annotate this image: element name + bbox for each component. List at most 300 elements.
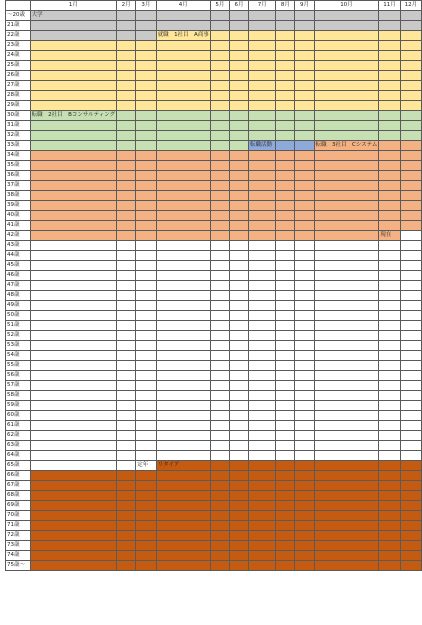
month-cell[interactable]	[210, 21, 229, 31]
month-cell[interactable]	[276, 321, 295, 331]
month-cell[interactable]	[249, 171, 276, 181]
month-cell[interactable]	[249, 431, 276, 441]
month-cell[interactable]	[30, 71, 116, 81]
month-cell[interactable]	[314, 131, 379, 141]
month-cell[interactable]	[295, 61, 314, 71]
month-cell[interactable]	[276, 401, 295, 411]
month-cell[interactable]	[30, 101, 116, 111]
month-cell[interactable]	[276, 561, 295, 571]
age-label[interactable]: 21歳	[6, 21, 31, 31]
month-cell[interactable]	[117, 151, 136, 161]
month-cell[interactable]	[156, 511, 210, 521]
month-cell[interactable]	[136, 381, 156, 391]
month-cell[interactable]	[136, 271, 156, 281]
month-cell[interactable]	[314, 381, 379, 391]
month-cell[interactable]	[210, 51, 229, 61]
month-cell[interactable]	[156, 441, 210, 451]
month-cell[interactable]	[229, 191, 248, 201]
month-header-6[interactable]: 6月	[229, 1, 248, 11]
month-cell[interactable]	[400, 171, 421, 181]
month-cell[interactable]	[136, 191, 156, 201]
month-cell[interactable]	[249, 141, 276, 151]
month-header-7[interactable]: 7月	[249, 1, 276, 11]
month-cell[interactable]	[400, 561, 421, 571]
month-cell[interactable]	[156, 181, 210, 191]
month-cell[interactable]	[249, 451, 276, 461]
month-cell[interactable]	[210, 451, 229, 461]
month-cell[interactable]	[400, 461, 421, 471]
month-cell[interactable]	[30, 511, 116, 521]
month-cell[interactable]	[295, 351, 314, 361]
month-cell[interactable]	[379, 21, 400, 31]
month-cell[interactable]	[117, 491, 136, 501]
month-cell[interactable]	[117, 271, 136, 281]
month-cell[interactable]	[117, 71, 136, 81]
month-cell[interactable]	[229, 71, 248, 81]
month-cell[interactable]	[136, 541, 156, 551]
month-cell[interactable]	[156, 261, 210, 271]
month-cell[interactable]	[156, 461, 210, 471]
month-cell[interactable]	[249, 491, 276, 501]
month-cell[interactable]	[30, 11, 116, 21]
month-cell[interactable]	[249, 71, 276, 81]
month-cell[interactable]	[314, 421, 379, 431]
month-cell[interactable]	[136, 11, 156, 21]
month-cell[interactable]	[136, 431, 156, 441]
month-cell[interactable]	[117, 421, 136, 431]
month-cell[interactable]	[295, 461, 314, 471]
month-cell[interactable]	[276, 31, 295, 41]
month-cell[interactable]	[400, 91, 421, 101]
month-cell[interactable]	[400, 131, 421, 141]
month-cell[interactable]	[314, 331, 379, 341]
month-cell[interactable]	[400, 501, 421, 511]
month-cell[interactable]	[229, 61, 248, 71]
month-cell[interactable]	[156, 471, 210, 481]
month-cell[interactable]	[30, 301, 116, 311]
month-cell[interactable]	[276, 311, 295, 321]
month-cell[interactable]	[156, 271, 210, 281]
month-cell[interactable]	[229, 381, 248, 391]
month-cell[interactable]	[229, 331, 248, 341]
month-cell[interactable]	[379, 371, 400, 381]
month-cell[interactable]	[314, 451, 379, 461]
month-cell[interactable]	[30, 321, 116, 331]
month-cell[interactable]	[276, 61, 295, 71]
age-label[interactable]: 39歳	[6, 201, 31, 211]
month-cell[interactable]	[117, 161, 136, 171]
month-cell[interactable]	[249, 21, 276, 31]
age-label[interactable]: 53歳	[6, 341, 31, 351]
month-cell[interactable]	[379, 281, 400, 291]
age-label[interactable]: 38歳	[6, 191, 31, 201]
month-cell[interactable]	[156, 21, 210, 31]
age-label[interactable]: 45歳	[6, 261, 31, 271]
month-cell[interactable]	[210, 291, 229, 301]
month-cell[interactable]	[30, 31, 116, 41]
age-label[interactable]: 30歳	[6, 111, 31, 121]
month-cell[interactable]	[30, 381, 116, 391]
month-cell[interactable]	[136, 161, 156, 171]
month-cell[interactable]	[30, 491, 116, 501]
age-label[interactable]: 40歳	[6, 211, 31, 221]
month-cell[interactable]	[229, 51, 248, 61]
month-cell[interactable]	[295, 291, 314, 301]
month-cell[interactable]	[210, 161, 229, 171]
month-cell[interactable]	[249, 151, 276, 161]
month-cell[interactable]	[249, 301, 276, 311]
month-cell[interactable]	[400, 211, 421, 221]
month-cell[interactable]	[30, 311, 116, 321]
month-cell[interactable]	[117, 471, 136, 481]
month-cell[interactable]	[136, 521, 156, 531]
month-cell[interactable]	[136, 461, 156, 471]
month-cell[interactable]	[379, 291, 400, 301]
month-cell[interactable]	[379, 251, 400, 261]
month-cell[interactable]	[117, 21, 136, 31]
month-cell[interactable]	[30, 41, 116, 51]
month-cell[interactable]	[117, 281, 136, 291]
month-cell[interactable]	[400, 401, 421, 411]
month-cell[interactable]	[136, 141, 156, 151]
month-cell[interactable]	[210, 261, 229, 271]
month-cell[interactable]	[229, 31, 248, 41]
age-label[interactable]: 24歳	[6, 51, 31, 61]
month-cell[interactable]	[379, 321, 400, 331]
month-cell[interactable]	[249, 481, 276, 491]
month-header-1[interactable]: 1月	[30, 1, 116, 11]
month-cell[interactable]	[379, 141, 400, 151]
month-cell[interactable]	[314, 231, 379, 241]
month-cell[interactable]	[30, 51, 116, 61]
month-cell[interactable]	[136, 121, 156, 131]
month-cell[interactable]	[117, 321, 136, 331]
month-cell[interactable]	[314, 551, 379, 561]
month-cell[interactable]	[400, 321, 421, 331]
age-label[interactable]: 70歳	[6, 511, 31, 521]
month-cell[interactable]	[210, 141, 229, 151]
month-cell[interactable]	[276, 201, 295, 211]
month-cell[interactable]	[249, 361, 276, 371]
age-label[interactable]: 63歳	[6, 441, 31, 451]
month-header-2[interactable]: 2月	[117, 1, 136, 11]
age-label[interactable]: 44歳	[6, 251, 31, 261]
month-cell[interactable]	[276, 241, 295, 251]
month-cell[interactable]	[136, 421, 156, 431]
month-cell[interactable]	[136, 231, 156, 241]
month-cell[interactable]	[156, 371, 210, 381]
month-cell[interactable]	[210, 541, 229, 551]
month-cell[interactable]	[156, 201, 210, 211]
month-cell[interactable]	[249, 551, 276, 561]
month-cell[interactable]	[229, 11, 248, 21]
age-label[interactable]: 72歳	[6, 531, 31, 541]
month-cell[interactable]	[314, 481, 379, 491]
month-cell[interactable]	[117, 51, 136, 61]
month-cell[interactable]	[276, 121, 295, 131]
month-cell[interactable]	[136, 111, 156, 121]
month-cell[interactable]	[229, 251, 248, 261]
month-cell[interactable]	[249, 531, 276, 541]
month-cell[interactable]	[117, 521, 136, 531]
month-cell[interactable]	[117, 121, 136, 131]
month-cell[interactable]	[249, 51, 276, 61]
month-cell[interactable]	[117, 81, 136, 91]
month-cell[interactable]	[136, 41, 156, 51]
month-cell[interactable]	[295, 401, 314, 411]
month-cell[interactable]	[156, 71, 210, 81]
month-cell[interactable]	[400, 491, 421, 501]
month-cell[interactable]	[229, 91, 248, 101]
month-cell[interactable]	[156, 351, 210, 361]
month-cell[interactable]	[249, 541, 276, 551]
month-cell[interactable]	[156, 521, 210, 531]
age-label[interactable]: 25歳	[6, 61, 31, 71]
month-cell[interactable]	[136, 331, 156, 341]
month-cell[interactable]	[379, 11, 400, 21]
age-label[interactable]: 37歳	[6, 181, 31, 191]
month-cell[interactable]	[229, 231, 248, 241]
month-cell[interactable]	[229, 321, 248, 331]
month-cell[interactable]	[276, 231, 295, 241]
month-cell[interactable]	[210, 471, 229, 481]
month-cell[interactable]	[117, 511, 136, 521]
month-cell[interactable]	[295, 241, 314, 251]
month-cell[interactable]	[117, 481, 136, 491]
month-cell[interactable]	[210, 311, 229, 321]
month-cell[interactable]	[229, 241, 248, 251]
age-label[interactable]: 73歳	[6, 541, 31, 551]
month-cell[interactable]	[156, 41, 210, 51]
month-cell[interactable]	[249, 211, 276, 221]
month-cell[interactable]	[295, 531, 314, 541]
month-cell[interactable]	[229, 111, 248, 121]
month-cell[interactable]	[314, 321, 379, 331]
month-cell[interactable]	[229, 551, 248, 561]
month-cell[interactable]	[379, 131, 400, 141]
month-cell[interactable]	[295, 421, 314, 431]
month-cell[interactable]	[400, 261, 421, 271]
month-cell[interactable]	[117, 241, 136, 251]
month-cell[interactable]	[229, 501, 248, 511]
month-cell[interactable]	[156, 231, 210, 241]
age-label[interactable]: 61歳	[6, 421, 31, 431]
month-cell[interactable]	[156, 241, 210, 251]
month-cell[interactable]	[30, 271, 116, 281]
month-cell[interactable]	[30, 221, 116, 231]
month-cell[interactable]	[295, 121, 314, 131]
month-cell[interactable]	[210, 61, 229, 71]
month-cell[interactable]	[136, 361, 156, 371]
month-cell[interactable]	[229, 431, 248, 441]
month-cell[interactable]	[276, 141, 295, 151]
month-cell[interactable]	[136, 441, 156, 451]
month-cell[interactable]	[314, 461, 379, 471]
month-cell[interactable]	[276, 111, 295, 121]
month-cell[interactable]	[117, 101, 136, 111]
month-cell[interactable]	[117, 211, 136, 221]
month-header-3[interactable]: 3月	[136, 1, 156, 11]
month-cell[interactable]	[379, 241, 400, 251]
month-cell[interactable]	[30, 361, 116, 371]
month-cell[interactable]	[229, 101, 248, 111]
month-cell[interactable]	[400, 541, 421, 551]
month-cell[interactable]	[117, 91, 136, 101]
month-cell[interactable]	[229, 151, 248, 161]
month-cell[interactable]	[276, 71, 295, 81]
month-cell[interactable]	[249, 331, 276, 341]
age-label[interactable]: 34歳	[6, 151, 31, 161]
month-cell[interactable]	[249, 461, 276, 471]
month-cell[interactable]	[295, 331, 314, 341]
month-cell[interactable]	[400, 511, 421, 521]
month-cell[interactable]	[379, 561, 400, 571]
month-cell[interactable]	[136, 481, 156, 491]
age-label[interactable]: 56歳	[6, 371, 31, 381]
month-cell[interactable]	[314, 371, 379, 381]
month-cell[interactable]	[295, 111, 314, 121]
month-cell[interactable]	[400, 441, 421, 451]
month-cell[interactable]	[249, 271, 276, 281]
month-cell[interactable]	[379, 441, 400, 451]
month-cell[interactable]	[156, 91, 210, 101]
month-cell[interactable]	[30, 281, 116, 291]
month-cell[interactable]	[379, 31, 400, 41]
month-cell[interactable]	[400, 201, 421, 211]
month-cell[interactable]	[249, 241, 276, 251]
month-cell[interactable]	[30, 551, 116, 561]
month-cell[interactable]	[314, 361, 379, 371]
month-cell[interactable]	[249, 421, 276, 431]
month-cell[interactable]	[276, 371, 295, 381]
age-label[interactable]: 68歳	[6, 491, 31, 501]
month-cell[interactable]	[136, 281, 156, 291]
month-cell[interactable]	[276, 221, 295, 231]
month-cell[interactable]	[136, 391, 156, 401]
month-cell[interactable]	[400, 101, 421, 111]
month-cell[interactable]	[136, 51, 156, 61]
month-cell[interactable]	[249, 231, 276, 241]
month-cell[interactable]	[210, 151, 229, 161]
month-cell[interactable]	[295, 81, 314, 91]
month-cell[interactable]	[379, 351, 400, 361]
month-cell[interactable]	[379, 51, 400, 61]
month-cell[interactable]	[156, 421, 210, 431]
month-cell[interactable]	[156, 121, 210, 131]
month-cell[interactable]	[400, 31, 421, 41]
month-cell[interactable]	[210, 31, 229, 41]
month-cell[interactable]	[249, 101, 276, 111]
month-cell[interactable]	[295, 91, 314, 101]
month-cell[interactable]	[30, 81, 116, 91]
month-cell[interactable]	[156, 61, 210, 71]
month-cell[interactable]	[136, 311, 156, 321]
month-cell[interactable]	[295, 161, 314, 171]
month-cell[interactable]	[314, 311, 379, 321]
month-cell[interactable]	[379, 221, 400, 231]
month-cell[interactable]	[249, 11, 276, 21]
month-cell[interactable]	[276, 281, 295, 291]
month-cell[interactable]	[156, 551, 210, 561]
month-cell[interactable]	[276, 541, 295, 551]
month-cell[interactable]	[314, 521, 379, 531]
month-cell[interactable]	[156, 281, 210, 291]
month-cell[interactable]	[210, 121, 229, 131]
month-cell[interactable]	[276, 451, 295, 461]
month-header-9[interactable]: 9月	[295, 1, 314, 11]
month-cell[interactable]	[249, 61, 276, 71]
month-cell[interactable]	[379, 451, 400, 461]
month-cell[interactable]	[400, 141, 421, 151]
month-cell[interactable]	[276, 481, 295, 491]
month-cell[interactable]	[210, 561, 229, 571]
month-cell[interactable]	[156, 321, 210, 331]
month-cell[interactable]	[314, 151, 379, 161]
month-cell[interactable]	[314, 241, 379, 251]
month-cell[interactable]	[295, 341, 314, 351]
month-cell[interactable]	[276, 91, 295, 101]
month-cell[interactable]	[156, 151, 210, 161]
month-cell[interactable]	[156, 401, 210, 411]
month-cell[interactable]	[156, 111, 210, 121]
month-cell[interactable]	[314, 471, 379, 481]
month-cell[interactable]	[314, 491, 379, 501]
month-cell[interactable]	[229, 161, 248, 171]
month-cell[interactable]	[249, 351, 276, 361]
month-cell[interactable]	[314, 11, 379, 21]
month-cell[interactable]	[249, 371, 276, 381]
month-cell[interactable]	[136, 201, 156, 211]
month-cell[interactable]	[30, 441, 116, 451]
month-header-11[interactable]: 11月	[379, 1, 400, 11]
month-cell[interactable]	[30, 251, 116, 261]
month-cell[interactable]	[400, 291, 421, 301]
month-cell[interactable]	[156, 341, 210, 351]
month-cell[interactable]	[276, 501, 295, 511]
month-cell[interactable]	[156, 491, 210, 501]
month-cell[interactable]	[400, 421, 421, 431]
month-cell[interactable]	[276, 531, 295, 541]
age-label[interactable]: 57歳	[6, 381, 31, 391]
month-header-5[interactable]: 5月	[210, 1, 229, 11]
month-cell[interactable]	[229, 141, 248, 151]
month-cell[interactable]	[30, 521, 116, 531]
month-cell[interactable]	[249, 411, 276, 421]
age-label[interactable]: 51歳	[6, 321, 31, 331]
month-cell[interactable]	[136, 261, 156, 271]
age-label[interactable]: 41歳	[6, 221, 31, 231]
month-cell[interactable]	[210, 201, 229, 211]
month-cell[interactable]	[229, 181, 248, 191]
month-cell[interactable]	[400, 61, 421, 71]
month-cell[interactable]	[379, 91, 400, 101]
month-cell[interactable]	[117, 541, 136, 551]
month-cell[interactable]	[379, 101, 400, 111]
month-cell[interactable]	[276, 411, 295, 421]
month-cell[interactable]	[314, 511, 379, 521]
month-cell[interactable]	[314, 251, 379, 261]
month-cell[interactable]	[117, 361, 136, 371]
month-cell[interactable]	[295, 511, 314, 521]
age-label[interactable]: 55歳	[6, 361, 31, 371]
month-cell[interactable]	[276, 341, 295, 351]
month-cell[interactable]	[400, 161, 421, 171]
month-cell[interactable]	[30, 291, 116, 301]
month-cell[interactable]	[249, 291, 276, 301]
age-label[interactable]: 50歳	[6, 311, 31, 321]
month-cell[interactable]	[229, 531, 248, 541]
month-cell[interactable]	[210, 351, 229, 361]
